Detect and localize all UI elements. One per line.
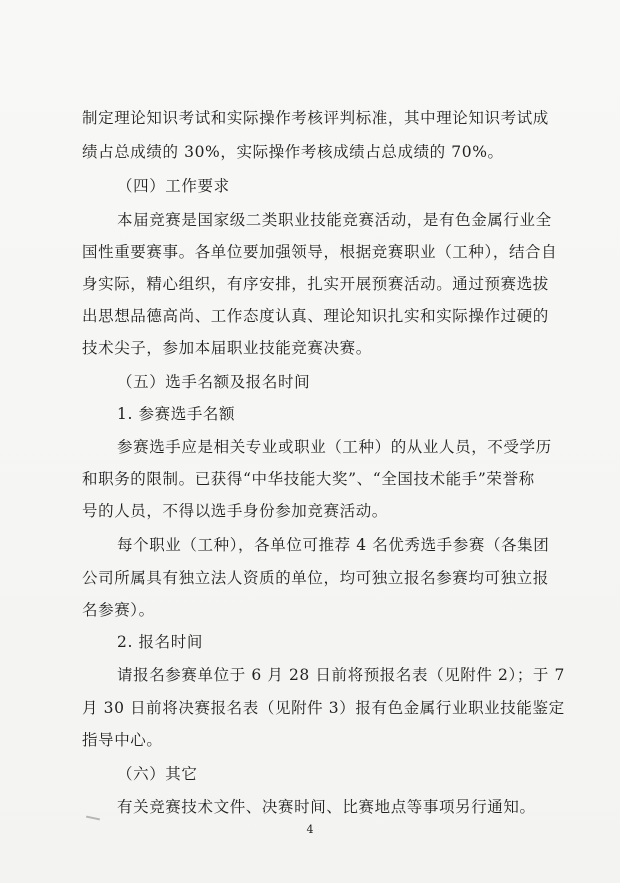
paragraph-line: 制定理论知识考试和实际操作考核评判标准，其中理论知识考试成 bbox=[82, 109, 549, 127]
paragraph-line: 本届竞赛是国家级二类职业技能竞赛活动，是有色金属行业全 bbox=[117, 211, 552, 229]
page-number: 4 bbox=[306, 823, 314, 836]
paragraph-line: 有关竞赛技术文件、决赛时间、比赛地点等事项另行通知。 bbox=[117, 798, 536, 816]
paragraph-line: 和职务的限制。已获得“中华技能大奖”、“全国技术能手”荣誉称 bbox=[82, 470, 535, 488]
paragraph-line: 月 30 日前将决赛报名表（见附件 3）报有色金属行业职业技能鉴定 bbox=[82, 699, 565, 717]
paragraph-line: 身实际，精心组织，有序安排，扎实开展预赛活动。通过预赛选拔 bbox=[82, 275, 549, 293]
paragraph-line: 绩占总成绩的 30%，实际操作考核成绩占总成绩的 70%。 bbox=[82, 143, 504, 161]
section-heading-quota-and-registration: （五）选手名额及报名时间 bbox=[117, 373, 311, 391]
paragraph-line: 国性重要赛事。各单位要加强领导，根据竞赛职业（工种），结合自 bbox=[82, 243, 558, 261]
subsection-heading-participant-quota: 1. 参赛选手名额 bbox=[117, 405, 236, 423]
scan-mark bbox=[86, 816, 100, 821]
paragraph-line: 请报名参赛单位于 6 月 28 日前将预报名表（见附件 2）；于 7 bbox=[117, 666, 566, 684]
paragraph-line: 出思想品德高尚、工作态度认真、理论知识扎实和实际操作过硬的 bbox=[82, 307, 549, 325]
paragraph-line: 参赛选手应是相关专业或职业（工种）的从业人员，不受学历 bbox=[117, 438, 552, 456]
paragraph-line: 每个职业（工种），各单位可推荐 4 名优秀选手参赛（各集团 bbox=[117, 536, 550, 554]
paragraph-line: 名参赛）。 bbox=[82, 601, 155, 619]
paragraph-line: 指导中心。 bbox=[82, 731, 163, 749]
paragraph-line: 公司所属具有独立法人资质的单位，均可独立报名参赛均可独立报 bbox=[82, 569, 549, 587]
paragraph-line: 技术尖子，参加本届职业技能竞赛决赛。 bbox=[82, 339, 372, 357]
section-heading-work-requirements: （四）工作要求 bbox=[117, 177, 230, 195]
paragraph-line: 号的人员，不得以选手身份参加竞赛活动。 bbox=[82, 502, 388, 520]
subsection-heading-registration-time: 2. 报名时间 bbox=[117, 633, 203, 651]
section-heading-other: （六）其它 bbox=[117, 765, 198, 783]
